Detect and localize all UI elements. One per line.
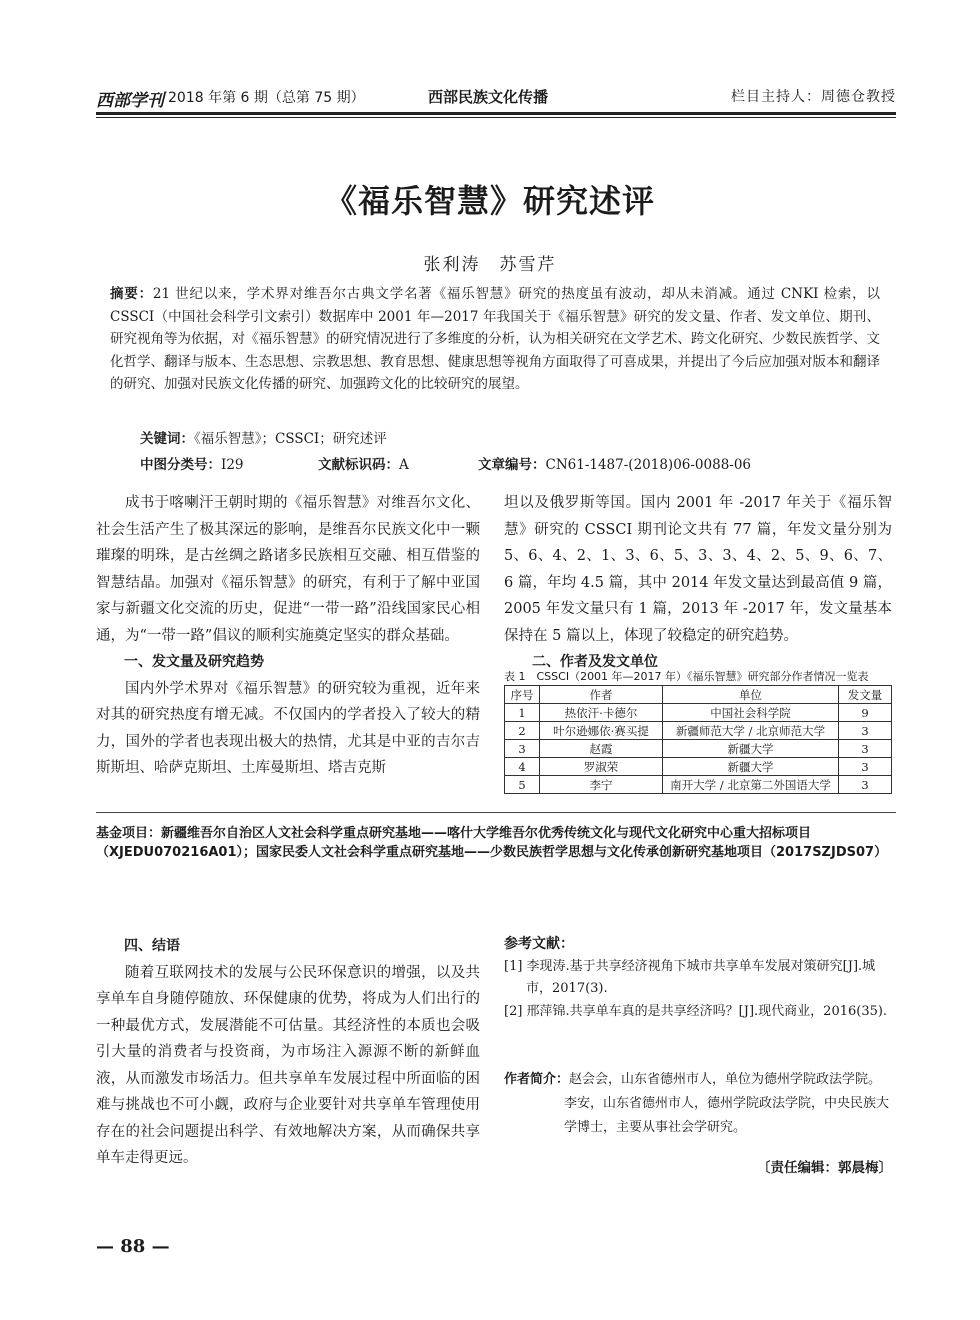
section-name: 西部民族文化传播	[428, 88, 549, 106]
bio-first	[504, 1068, 892, 1092]
header-rule-thin	[96, 117, 896, 118]
bio-text-1: 赵会会，山东省德州市人，单位为德州学院政法学院。	[569, 1072, 882, 1087]
table-cell: 1	[505, 704, 540, 722]
keywords	[140, 427, 387, 447]
fund-note: 基金项目：新疆维吾尔自治区人文社会科学重点研究基地——喀什大学维吾尔优秀传统文化与现代文化研究中心重大招标项目（XJEDU070216A01）；国家民委人文社会科学重点研究基地——少数民族哲学思想与文化传承创新研究基地项目（2017SZJDS07）	[96, 826, 888, 860]
table-header: 作者	[540, 686, 663, 704]
footnote-rule	[96, 812, 896, 813]
table-cell: 赵霞	[540, 740, 663, 758]
table-cell: 3	[839, 776, 892, 794]
responsible-editor-text: 〔责任编辑：郭晨梅〕	[757, 1160, 892, 1176]
table-cell: 新疆大学	[663, 758, 839, 776]
table-cell: 3	[839, 722, 892, 740]
column-editor: 栏目主持人：周德仓教授	[731, 89, 896, 105]
table-cell: 9	[839, 704, 892, 722]
article-no-value: CN61-1487-(2018)06-0088-06	[545, 457, 752, 473]
table-header: 序号	[505, 686, 540, 704]
article-number	[478, 453, 751, 473]
clc-label: 中图分类号：	[140, 457, 221, 473]
table-row	[505, 758, 892, 776]
table-cell: 3	[839, 758, 892, 776]
reference-item: [2] 邢萍锦.共享单车真的是共享经济吗？[J].现代商业，2016(35).	[504, 1003, 888, 1019]
table-cell: 罗淑荣	[540, 758, 663, 776]
table-cell: 4	[505, 758, 540, 776]
article-title: 《福乐智慧》研究述评	[324, 182, 655, 220]
keywords-text: 《福乐智慧》；CSSCI；研究述评	[194, 431, 387, 447]
table-header-row	[505, 686, 892, 704]
table-cell: 中国社会科学院	[663, 704, 839, 722]
table-header: 发文量	[839, 686, 892, 704]
bio-label: 作者简介：	[504, 1072, 570, 1087]
abstract	[110, 283, 880, 396]
author-bio	[504, 1068, 892, 1140]
doc-code-label: 文献标识码：	[318, 457, 399, 473]
table-cell: 李宁	[540, 776, 663, 794]
references	[504, 933, 892, 1023]
table-cell: 南开大学 / 北京第二外国语大学	[663, 776, 839, 794]
page-number: — 88 —	[96, 1236, 170, 1257]
references-heading: 参考文献：	[504, 936, 574, 952]
conclusion-column	[96, 933, 480, 1172]
table-cell: 新疆大学	[663, 740, 839, 758]
article-authors: 张利涛 苏雪芹	[423, 255, 557, 275]
table-row	[505, 722, 892, 740]
body-right-column	[504, 490, 892, 676]
clc-code	[140, 453, 244, 473]
bio-text-2: 李安，山东省德州市人，德州学院政法学院，中央民族大学博士，主要从事社会学研究。	[564, 1096, 890, 1135]
responsible-editor	[757, 1156, 892, 1176]
section-4-heading: 四、结语	[124, 938, 180, 954]
table-cell: 3	[505, 740, 540, 758]
issue-info: 2018 年第 6 期（总第 75 期）	[168, 90, 365, 106]
table-row	[505, 740, 892, 758]
journal-logo: 西部学刊	[96, 91, 164, 111]
table-cell: 热依汗·卡德尔	[540, 704, 663, 722]
table-cell: 2	[505, 722, 540, 740]
section-1-heading: 一、发文量及研究趋势	[124, 654, 264, 670]
table-cell: 3	[839, 740, 892, 758]
keywords-label: 关键词：	[140, 431, 194, 447]
table-row	[505, 704, 892, 722]
conclusion-paragraph: 随着互联网技术的发展与公民环保意识的增强，以及共享单车自身随停随放、环保健康的优势，将成为人们出行的一种最优方式，发展潜能不可估量。其经济性的本质也会吸引大量的消费者与投资商，为市场注入源源不断的新鲜血液，从而激发市场活力。但共享单车发展过程中所面临的困难与挑战也不可小觑，政府与企业要针对共享单车管理使用存在的社会问题提出科学、有效地解决方案，从而确保共享单车走得更远。	[96, 964, 480, 1166]
table-row	[505, 776, 892, 794]
section-1-paragraph: 国内外学术界对《福乐智慧》的研究较为重视，近年来对其的研究热度有增无减。不仅国内的学者投入了较大的精力，国外的学者也表现出极大的热情，尤其是中亚的吉尔吉斯斯坦、哈萨克斯坦、土库曼斯坦、塔吉克斯	[96, 680, 480, 776]
intro-paragraph: 成书于喀喇汗王朝时期的《福乐智慧》对维吾尔文化、社会生活产生了极其深远的影响，是维吾尔民族文化中一颗璀璨的明珠，是古丝绸之路诸多民族相互交融、相互借鉴的智慧结晶。加强对《福乐智慧》的研究，有利于了解中亚国家与新疆文化交流的历史，促进“一带一路”沿线国家民心相通，为“一带一路”倡议的顺利实施奠定坚实的群众基础。	[96, 495, 480, 644]
doc-code-value: A	[399, 457, 409, 473]
section-1-paragraph-cont: 坦以及俄罗斯等国。国内 2001 年 -2017 年关于《福乐智慧》研究的 CSSCI 期刊论文共有 77 篇，年发文量分别为 5、6、4、2、1、3、6、5、3、3、4、2、5、9、6、7、6 篇，年均 4.5 篇，其中 2014 年发文量达到最高值 9 篇，2005 年发文量只有 1 篇，2013 年 -2017 年，发文量基本保持在 5 篇以上，体现了较稳定的研究趋势。	[504, 495, 892, 644]
reference-item: [1] 李现涛.基于共享经济视角下城市共享单车发展对策研究[J].城市，2017(3).	[504, 958, 876, 996]
table-cell: 5	[505, 776, 540, 794]
authors-table	[504, 685, 892, 794]
section-2-heading: 二、作者及发文单位	[532, 654, 658, 670]
table-cell: 新疆师范大学 / 北京师范大学	[663, 722, 839, 740]
doc-code	[318, 453, 409, 473]
body-left-column	[96, 490, 480, 782]
table-header: 单位	[663, 686, 839, 704]
article-no-label: 文章编号：	[478, 457, 546, 473]
abstract-text: 21 世纪以来，学术界对维吾尔古典文学名著《福乐智慧》研究的热度虽有波动，却从未消减。通过 CNKI 检索，以 CSSCI（中国社会科学引文索引）数据库中 2001 年—2017 年我国关于《福乐智慧》研究的发文量、作者、发文单位、期刊、研究视角等为依据，对《福乐智慧》的研究情况进行了多维度的分析，认为相关研究在文学艺术、跨文化研究、少数民族哲学、文化哲学、翻译与版本、生态思想、宗教思想、教育思想、健康思想等视角方面取得了可喜成果，并提出了今后应加强对版本和翻译的研究、加强对民族文化传播的研究、加强跨文化的比较研究的展望。	[110, 286, 880, 392]
clc-value: I29	[221, 457, 244, 473]
header-rule	[96, 112, 896, 115]
table-caption: 表 1 CSSCI（2001 年—2017 年）《福乐智慧》研究部分作者情况一览表	[504, 670, 869, 683]
table-cell: 叶尔逊娜依·赛买提	[540, 722, 663, 740]
abstract-label: 摘要：	[110, 286, 153, 302]
